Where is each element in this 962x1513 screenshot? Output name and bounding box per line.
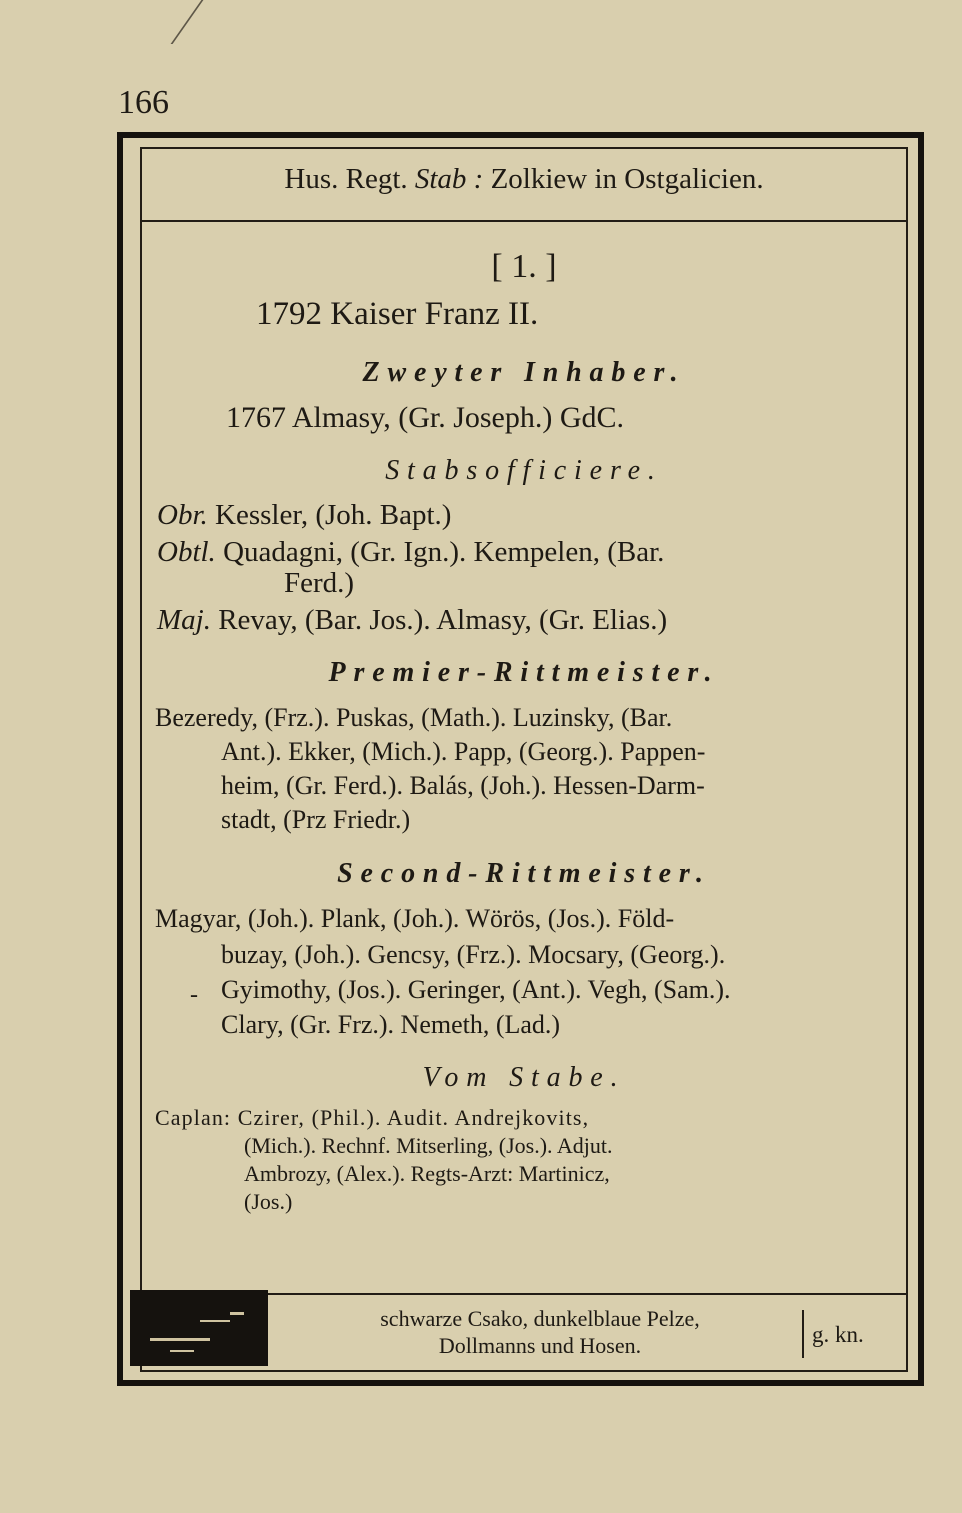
regiment-header <box>140 163 908 196</box>
uniform-buttons: g. kn. <box>812 1322 864 1347</box>
obr-entry <box>157 499 451 532</box>
page-number: 166 <box>118 84 169 121</box>
vom-stabe-heading: Vom Stabe. <box>422 1062 626 1093</box>
uniform-color-swatch <box>130 1290 268 1366</box>
uniform-separator <box>802 1310 804 1358</box>
staff-officers-heading: Stabsofficiere. <box>385 455 663 486</box>
uniform-line-1: schwarze Csako, dunkelblaue Pelze, <box>380 1306 700 1331</box>
uniform-line-2: Dollmanns und Hosen. <box>438 1333 642 1358</box>
vom-stabe-line-1: Caplan: Czirer, (Phil.). Audit. Andrejkovits, <box>155 1105 590 1130</box>
second-owner-entry: 1767 Almasy, (Gr. Joseph.) GdC. <box>226 401 625 434</box>
second-line-2: buzay, (Joh.). Gencsy, (Frz.). Mocsary, (Georg.). <box>221 940 726 969</box>
premier-line-2: Ant.). Ekker, (Mich.). Papp, (Georg.). Pappen- <box>221 737 706 766</box>
header-regiment-type: Hus. Regt. <box>284 163 408 195</box>
vom-stabe-line-3: Ambrozy, (Alex.). Regts-Arzt: Martinicz, <box>244 1161 610 1186</box>
obr-rank: Obr. <box>157 499 208 531</box>
header-rule <box>142 220 906 222</box>
bullet-mark: - <box>190 982 198 1008</box>
premier-line-1: Bezeredy, (Frz.). Puskas, (Math.). Luzinsky, (Bar. <box>155 703 673 732</box>
header-stab-label: Stab : <box>414 163 484 195</box>
obtl-continuation: Ferd.) <box>284 567 355 599</box>
premier-line-3: heim, (Gr. Ferd.). Balás, (Joh.). Hessen-Darm- <box>221 771 705 800</box>
maj-entry <box>157 604 667 637</box>
premier-line-4: stadt, (Prz Friedr.) <box>221 805 411 834</box>
obtl-names: Quadagni, (Gr. Ign.). Kempelen, (Bar. <box>223 536 665 568</box>
obtl-entry <box>157 536 664 569</box>
vom-stabe-line-4: (Jos.) <box>244 1189 293 1214</box>
second-line-1: Magyar, (Joh.). Plank, (Joh.). Wörös, (Jos.). Föld- <box>155 904 675 933</box>
regiment-number: [ 1. ] <box>491 248 557 285</box>
owner-line: 1792 Kaiser Franz II. <box>256 296 539 332</box>
second-heading: Second-Rittmeister. <box>337 858 711 889</box>
second-owner-heading: Zweyter Inhaber. <box>362 357 686 388</box>
obr-name: Kessler, (Joh. Bapt.) <box>215 499 452 531</box>
premier-heading: Premier-Rittmeister. <box>328 657 720 688</box>
corner-mark <box>171 0 236 44</box>
maj-names: Revay, (Bar. Jos.). Almasy, (Gr. Elias.) <box>218 604 668 636</box>
obtl-rank: Obtl. <box>157 536 216 568</box>
second-line-4: Clary, (Gr. Frz.). Nemeth, (Lad.) <box>221 1010 561 1039</box>
vom-stabe-line-2: (Mich.). Rechnf. Mitserling, (Jos.). Adjut. <box>244 1133 613 1158</box>
header-location: Zolkiew in Ostgalicien. <box>490 163 764 195</box>
uniform-description <box>280 1305 800 1359</box>
second-line-3: Gyimothy, (Jos.). Geringer, (Ant.). Vegh, (Sam.). <box>221 975 731 1004</box>
maj-rank: Maj. <box>157 604 211 636</box>
